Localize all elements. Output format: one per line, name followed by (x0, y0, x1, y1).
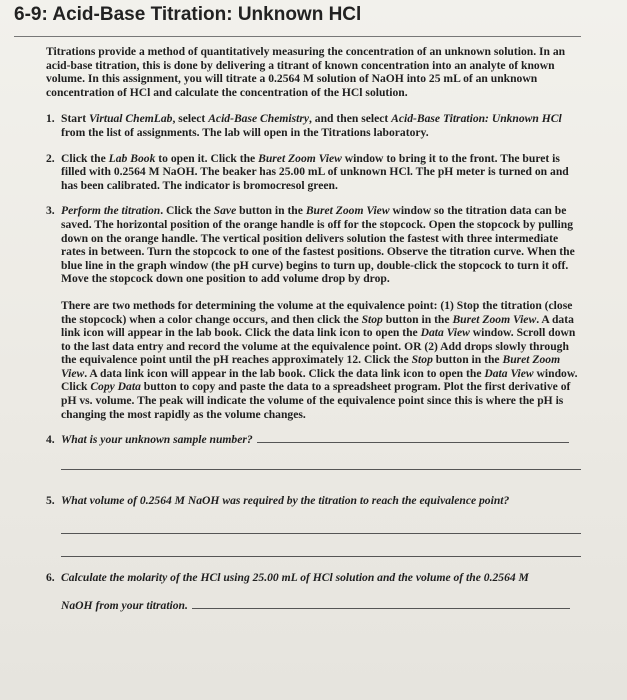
step-italic: Buret Zoom View (61, 353, 561, 380)
step-italic: Buret Zoom View (258, 151, 342, 165)
step-text: button in the (432, 353, 503, 367)
step-text: button in the (382, 312, 453, 326)
step-3-paragraph-2 (61, 299, 581, 421)
step-2 (14, 152, 581, 193)
step-italic: Stop (411, 353, 433, 367)
step-italic: Buret Zoom View (305, 204, 390, 218)
step-text: button to copy and paste the data to a spreadsheet program. Plot the first derivative of pH vs. volume. The peak will indicate the volume of the equivalence point since this is where the pH is changing the most rapidly as the volume changes. (61, 380, 571, 421)
step-text: . Click the (160, 204, 214, 218)
step-italic: Virtual ChemLab (89, 112, 173, 126)
page-title: 6-9: Acid-Base Titration: Unknown HCl (14, 0, 581, 37)
answer-line[interactable] (257, 433, 569, 443)
step-text: to open it. Click the (155, 151, 259, 165)
step-text: from the list of assignments. The lab will open in the Titrations laboratory. (61, 125, 429, 139)
step-italic: Buret Zoom View (452, 312, 537, 326)
step-italic: Acid-Base Chemistry (208, 112, 309, 126)
step-text: Start (61, 112, 90, 126)
step-italic: Data View (484, 366, 534, 380)
step-italic: Stop (361, 312, 383, 326)
step-text: , and then select (309, 112, 392, 126)
question-text: NaOH from your titration. (61, 599, 188, 613)
steps-list-final (14, 571, 581, 585)
step-number: 3. (46, 204, 55, 218)
answer-line[interactable] (192, 599, 570, 609)
question-6-continued (14, 599, 581, 612)
question-4 (14, 433, 581, 447)
step-text: window. Click (61, 366, 578, 394)
step-italic: Save (213, 204, 237, 218)
step-italic: Copy Data (90, 380, 141, 394)
step-italic: Lab Book (108, 151, 156, 165)
question-text: What is your unknown sample number? (61, 433, 253, 447)
step-text: . A data link icon will appear in the lab book. Click the data link icon to open the (84, 366, 485, 380)
question-text: Calculate the molarity of the HCl using 25.00 mL of HCl solution and the volume of the 0.2564 M (61, 571, 529, 585)
step-italic: Perform the titration (61, 204, 161, 218)
step-number: 4. (46, 433, 55, 447)
step-number: 5. (46, 493, 55, 507)
question-5 (14, 494, 581, 508)
answer-line[interactable] (61, 556, 581, 557)
step-text: window to bring it to the front. The buret is filled with 0.2564 M NaOH. The beaker has 25.00 mL of unknown HCl. The pH meter is turned on and has been calibrated. The indicator is bromocresol green. (61, 151, 569, 192)
step-italic: Acid-Base Titration: Unknown HCl (391, 112, 562, 126)
answer-line[interactable] (61, 533, 581, 534)
step-text: window so the titration data can be saved. The horizontal position of the orange handle is off for the stopcock. Open the stopcock by pulling down on the orange handle. The vertical position delivers solution the fastest with three intermediate rates in between. Turn the stopcock to one of the fastest positions. Observe the titration curve. When the blue line in the graph window (the pH curve) begins to turn up, double-click the stopcock to turn it off. Move the stopcock down one position to add volume drop by drop. (61, 204, 575, 286)
step-number: 2. (46, 151, 55, 165)
step-text: . A data link icon will appear in the lab book. Click the data link icon to open the (61, 312, 574, 340)
step-3-paragraph-1 (61, 204, 581, 286)
steps-list-continued (14, 494, 581, 508)
step-number: 6. (46, 571, 55, 585)
step-3 (14, 204, 581, 421)
question-text: What volume of 0.2564 M NaOH was required by the titration to reach the equivalence point? (61, 493, 510, 507)
step-text: There are two methods for determining the volume at the equivalence point: (1) Stop the titration (close the stopcock) when a color change occurs, and then click the (61, 298, 573, 326)
step-text: window. Scroll down to the last data entry and record the volume at the equivalence point. OR (2) Add drops slowly through the equivalence point until the pH reaches approximately 12. Click the (61, 326, 576, 367)
answer-line[interactable] (61, 469, 581, 470)
step-text: button in the (236, 204, 306, 218)
step-text: , select (172, 112, 209, 126)
step-number: 1. (46, 112, 55, 126)
intro-paragraph: Titrations provide a method of quantitatively measuring the concentration of an unknown solution. In an acid-base titration, this is done by delivering a titrant of known concentration into an analyte of known volume. In this assignment, you will titrate a 0.2564 M solution of NaOH into 25 mL of an unknown concentration of HCl and calculate the concentration of the HCl solution. (46, 45, 566, 99)
question-6 (14, 571, 581, 585)
step-italic: Data View (420, 326, 470, 340)
step-1 (14, 112, 581, 139)
steps-list (14, 112, 581, 446)
step-text: Click the (61, 151, 109, 165)
